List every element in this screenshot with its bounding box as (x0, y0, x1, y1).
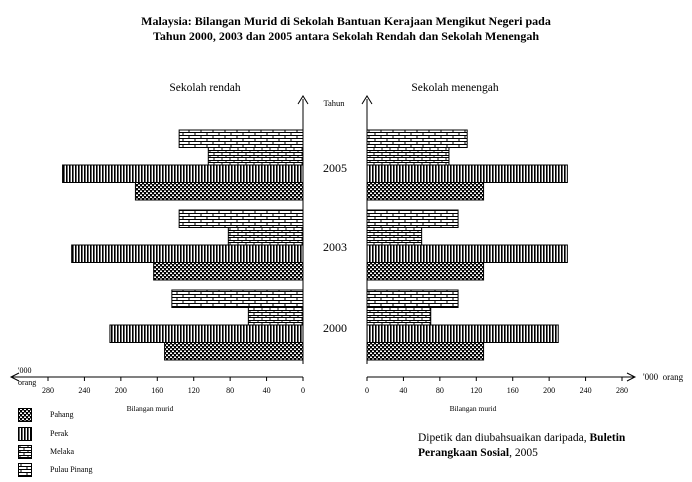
bar-rendah-2000-melaka (248, 308, 303, 326)
source-publication: Buletin (589, 432, 626, 444)
legend-label: Pahang (50, 410, 74, 419)
bar-menengah-2000-pahang (367, 343, 484, 361)
bar-menengah-2003-pulau-pinang (367, 210, 458, 228)
source-year: , 2005 (509, 447, 538, 459)
legend-swatch (18, 408, 32, 422)
bar-rendah-2005-perak (63, 165, 303, 183)
bar-rendah-2005-pahang (135, 183, 303, 201)
left-unit-label-line1: '000 (18, 366, 32, 375)
bar-rendah-2003-pahang (154, 263, 303, 281)
legend-label: Perak (50, 429, 69, 438)
right-tick-label: 240 (579, 386, 592, 395)
legend-swatch (18, 445, 32, 459)
bar-menengah-2000-melaka (367, 308, 431, 326)
left-tick-label: 200 (114, 386, 127, 395)
bar-menengah-2003-melaka (367, 228, 422, 246)
chart-title: Malaysia: Bilangan Murid di Sekolah Bantuan Kerajaan Mengikut Negeri pada (141, 14, 551, 28)
source-prefix: Dipetik dan diubahsuaikan daripada, (418, 432, 590, 444)
legend-swatch (18, 463, 32, 477)
bar-rendah-2000-pulau-pinang (172, 290, 303, 308)
bar-menengah-2000-perak (367, 325, 558, 343)
right-xaxis-label: Bilangan murid (449, 404, 497, 413)
right-tick-label: 160 (506, 386, 519, 395)
source-note (418, 431, 625, 461)
legend-item-pahang (18, 407, 138, 424)
year-label-2000: 2000 (323, 321, 347, 335)
right-tick-label: 80 (435, 386, 444, 395)
left-tick-label: 240 (78, 386, 91, 395)
legend-item-perak (18, 426, 138, 443)
left-tick-label: 160 (151, 386, 164, 395)
source-publication-cont: Perangkaan Sosial (418, 447, 510, 459)
bar-menengah-2005-pahang (367, 183, 484, 201)
left-tick-label: 0 (301, 386, 305, 395)
legend-item-pulau-pinang (18, 462, 138, 479)
left-xaxis-label: Bilangan murid (126, 404, 174, 413)
left-tick-label: 280 (42, 386, 54, 395)
legend-label: Pulau Pinang (50, 465, 93, 474)
bar-menengah-2000-pulau-pinang (367, 290, 458, 308)
bar-rendah-2003-melaka (228, 228, 303, 246)
right-tick-label: 0 (365, 386, 369, 395)
right-unit-label: '000 orang (643, 372, 684, 382)
legend-label: Melaka (50, 447, 74, 456)
bar-rendah-2000-pahang (165, 343, 303, 361)
bar-menengah-2005-melaka (367, 148, 449, 166)
center-axis-title: Tahun (323, 98, 345, 108)
right-tick-label: 40 (399, 386, 408, 395)
right-tick-label: 120 (470, 386, 483, 395)
year-label-2003: 2003 (323, 240, 347, 254)
bar-menengah-2003-perak (367, 245, 567, 263)
left-unit-label-line2: orang (18, 378, 37, 387)
right-tick-label: 280 (616, 386, 628, 395)
right-tick-label: 200 (543, 386, 556, 395)
bar-menengah-2003-pahang (367, 263, 484, 281)
left-panel-title: Sekolah rendah (169, 82, 241, 94)
chart-subtitle: Tahun 2000, 2003 dan 2005 antara Sekolah Rendah dan Sekolah Menengah (153, 29, 539, 43)
bar-menengah-2005-perak (367, 165, 567, 183)
legend-swatch (18, 427, 32, 441)
bar-rendah-2005-melaka (208, 148, 303, 166)
legend-item-melaka (18, 444, 138, 461)
right-panel-title: Sekolah menengah (411, 82, 499, 94)
left-tick-label: 120 (187, 386, 200, 395)
bar-rendah-2003-pulau-pinang (179, 210, 303, 228)
year-label-2005: 2005 (323, 161, 347, 175)
left-tick-label: 40 (262, 386, 271, 395)
bar-rendah-2003-perak (72, 245, 303, 263)
left-tick-label: 80 (226, 386, 235, 395)
bar-menengah-2005-pulau-pinang (367, 130, 467, 148)
bar-rendah-2005-pulau-pinang (179, 130, 303, 148)
bar-rendah-2000-perak (110, 325, 303, 343)
